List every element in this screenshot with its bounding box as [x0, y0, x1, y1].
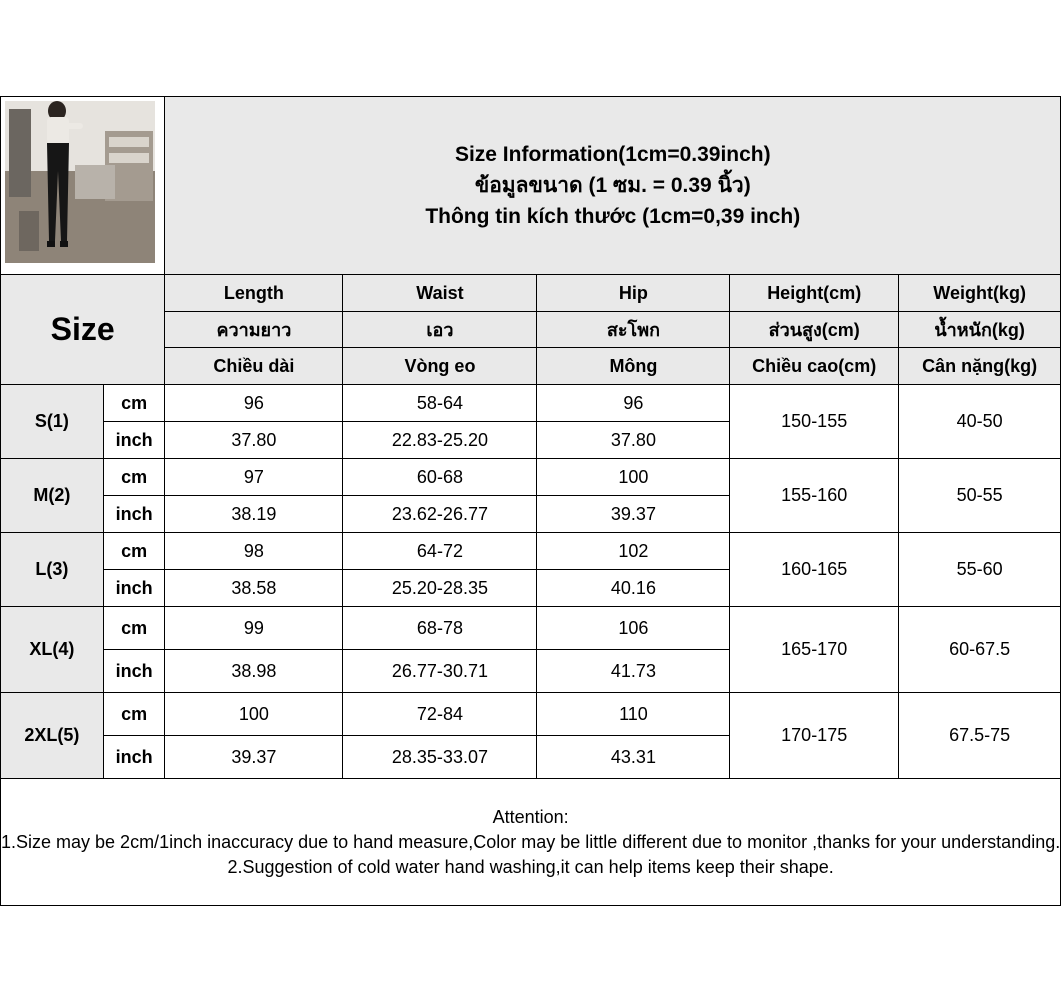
waist-cell: 25.20-28.35 [343, 570, 537, 607]
col-weight-vi: Cân nặng(kg) [898, 348, 1060, 385]
col-hip-vi: Mông [537, 348, 730, 385]
unit-cm: cm [103, 385, 164, 422]
note-1: 1.Size may be 2cm/1inch inaccuracy due to hand measure,Color may be little different due to monitor ,thanks for your understanding. [1, 831, 1061, 852]
hip-cell: 110 [537, 693, 730, 736]
col-waist-en: Waist [343, 275, 537, 312]
hip-cell: 43.31 [537, 736, 730, 779]
model-photo-image [5, 101, 155, 263]
col-weight-th: น้ำหนัก(kg) [898, 312, 1060, 348]
size-label: M(2) [1, 459, 104, 533]
col-hip-en: Hip [537, 275, 730, 312]
col-height-vi: Chiều cao(cm) [730, 348, 899, 385]
weight-cell: 60-67.5 [898, 607, 1060, 693]
waist-cell: 68-78 [343, 607, 537, 650]
size-label: XL(4) [1, 607, 104, 693]
length-cell: 39.37 [165, 736, 343, 779]
length-cell: 38.58 [165, 570, 343, 607]
hip-cell: 100 [537, 459, 730, 496]
unit-cm: cm [103, 459, 164, 496]
size-header-cell [1, 275, 165, 385]
height-cell: 150-155 [730, 385, 899, 459]
notes-heading: Attention: [492, 806, 569, 827]
hip-cell: 37.80 [537, 422, 730, 459]
height-cell: 155-160 [730, 459, 899, 533]
waist-cell: 58-64 [343, 385, 537, 422]
col-height-th: ส่วนสูง(cm) [730, 312, 899, 348]
table-row [1, 533, 1061, 570]
hip-cell: 102 [537, 533, 730, 570]
title-english: Size Information(1cm=0.39inch) [454, 143, 771, 166]
waist-cell: 60-68 [343, 459, 537, 496]
attention-notes [1, 779, 1061, 906]
unit-inch: inch [103, 496, 164, 533]
height-cell: 165-170 [730, 607, 899, 693]
col-length-en: Length [165, 275, 343, 312]
weight-cell: 50-55 [898, 459, 1060, 533]
length-cell: 96 [165, 385, 343, 422]
col-height-en: Height(cm) [730, 275, 899, 312]
length-cell: 99 [165, 607, 343, 650]
table-row [1, 385, 1061, 422]
col-length-vi: Chiều dài [165, 348, 343, 385]
waist-cell: 22.83-25.20 [343, 422, 537, 459]
unit-cm: cm [103, 693, 164, 736]
waist-cell: 64-72 [343, 533, 537, 570]
waist-cell: 28.35-33.07 [343, 736, 537, 779]
unit-cm: cm [103, 607, 164, 650]
length-cell: 37.80 [165, 422, 343, 459]
length-cell: 97 [165, 459, 343, 496]
length-cell: 38.98 [165, 650, 343, 693]
unit-inch: inch [103, 736, 164, 779]
col-length-th: ความยาว [165, 312, 343, 348]
size-table [0, 96, 1061, 906]
length-cell: 100 [165, 693, 343, 736]
size-label: S(1) [1, 385, 104, 459]
size-chart [0, 96, 1061, 906]
unit-inch: inch [103, 650, 164, 693]
col-waist-vi: Vòng eo [343, 348, 537, 385]
hip-cell: 96 [537, 385, 730, 422]
unit-cm: cm [103, 533, 164, 570]
product-photo [5, 101, 155, 263]
unit-inch: inch [103, 422, 164, 459]
hip-cell: 41.73 [537, 650, 730, 693]
col-weight-en: Weight(kg) [898, 275, 1060, 312]
waist-cell: 26.77-30.71 [343, 650, 537, 693]
length-cell: 38.19 [165, 496, 343, 533]
table-row [1, 459, 1061, 496]
weight-cell: 55-60 [898, 533, 1060, 607]
note-2: 2.Suggestion of cold water hand washing,it can help items keep their shape. [227, 856, 834, 877]
title-cell [165, 97, 1061, 275]
table-row [1, 693, 1061, 736]
table-row [1, 607, 1061, 650]
length-cell: 98 [165, 533, 343, 570]
title-vietnamese: Thông tin kích thước (1cm=0,39 inch) [425, 205, 801, 228]
size-label: 2XL(5) [1, 693, 104, 779]
title-thai: ข้อมูลขนาด (1 ซม. = 0.39 นิ้ว) [474, 174, 751, 197]
hip-cell: 39.37 [537, 496, 730, 533]
hip-cell: 40.16 [537, 570, 730, 607]
col-waist-th: เอว [343, 312, 537, 348]
waist-cell: 23.62-26.77 [343, 496, 537, 533]
size-label: L(3) [1, 533, 104, 607]
height-cell: 170-175 [730, 693, 899, 779]
waist-cell: 72-84 [343, 693, 537, 736]
weight-cell: 40-50 [898, 385, 1060, 459]
col-hip-th: สะโพก [537, 312, 730, 348]
weight-cell: 67.5-75 [898, 693, 1060, 779]
height-cell: 160-165 [730, 533, 899, 607]
hip-cell: 106 [537, 607, 730, 650]
product-photo-cell [1, 97, 165, 275]
unit-inch: inch [103, 570, 164, 607]
size-heading: Size [50, 311, 115, 347]
